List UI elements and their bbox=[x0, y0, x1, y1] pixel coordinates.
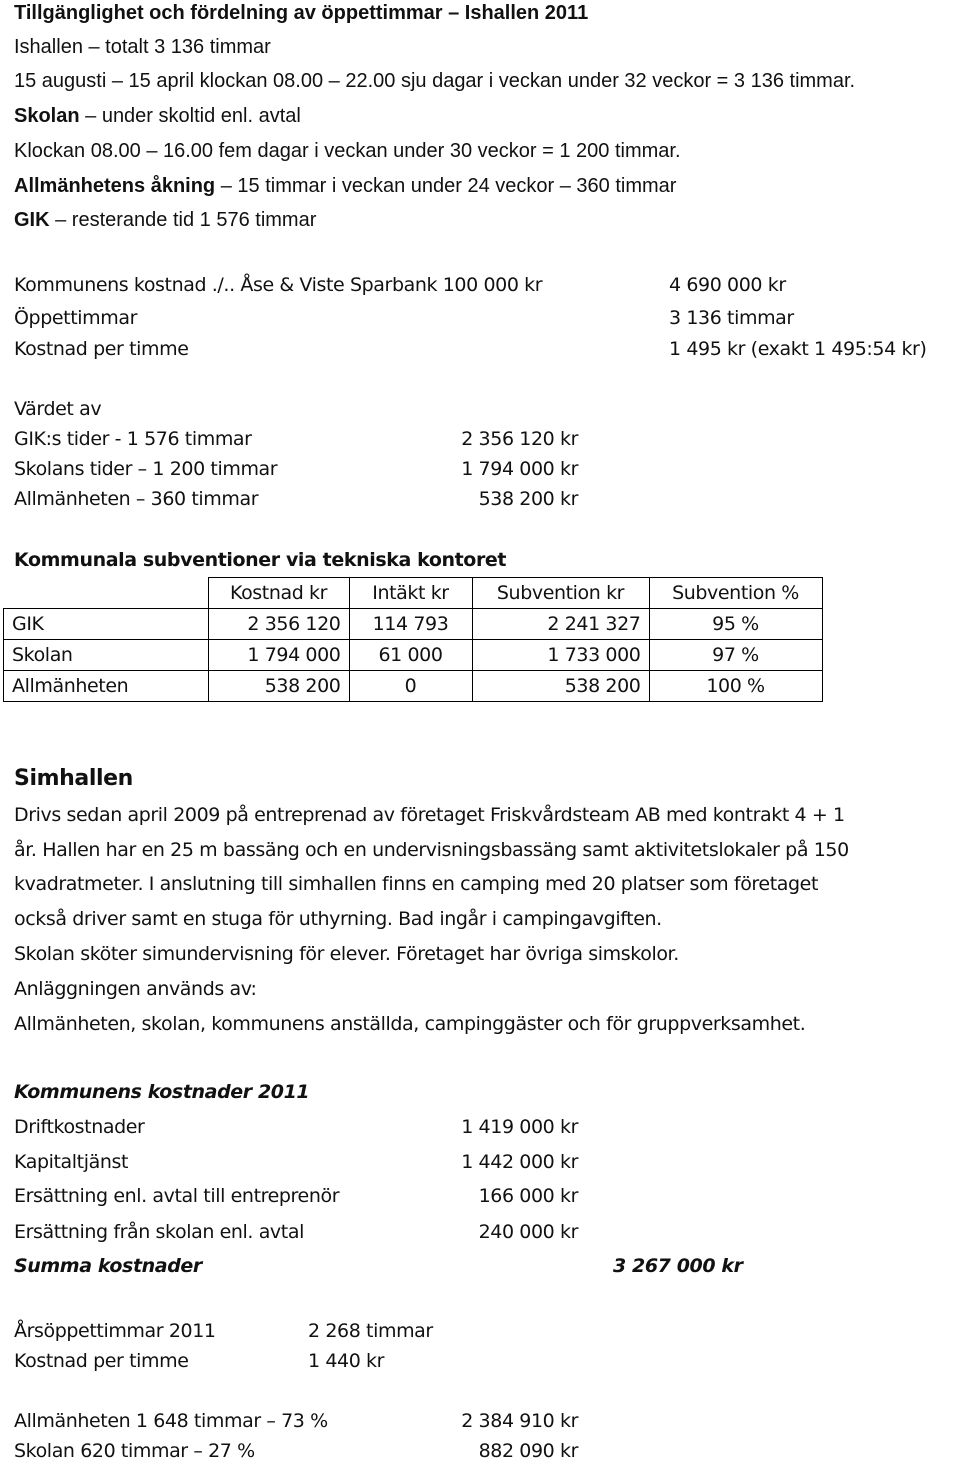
ishallen-line-skolan bbox=[14, 106, 301, 126]
col-subvention-procent: Subvention % bbox=[649, 578, 822, 609]
fordelning-label-1: Skolan 620 timmar – 27 % bbox=[14, 1440, 255, 1462]
ishallen-line-total: Ishallen – totalt 3 136 timmar bbox=[14, 36, 271, 58]
gik-rest: – resterande tid 1 576 timmar bbox=[49, 209, 317, 231]
row-name: Skolan bbox=[4, 640, 209, 671]
cell-procent: 97 % bbox=[649, 640, 822, 671]
cell-subvention: 1 733 000 bbox=[472, 640, 649, 671]
oppet-label-1: Kostnad per timme bbox=[14, 1350, 189, 1372]
simhallen-line-0: Drivs sedan april 2009 på entreprenad av företaget Friskvårdsteam AB med kontrakt 4 + 1 bbox=[14, 804, 845, 826]
fordelning-value-0: 2 384 910 kr bbox=[461, 1410, 578, 1432]
simhallen-line-1: år. Hallen har en 25 m bassäng och en undervisningsbassäng samt aktivitetslokaler på 150 bbox=[14, 839, 849, 861]
table-header-row bbox=[4, 578, 823, 609]
kostnad-value-0: 4 690 000 kr bbox=[669, 274, 786, 296]
kostnader-value-2: 166 000 kr bbox=[478, 1185, 578, 1207]
kostnader-value-1: 1 442 000 kr bbox=[461, 1151, 578, 1173]
kostnader-value-0: 1 419 000 kr bbox=[461, 1116, 578, 1138]
cell-intakt: 61 000 bbox=[349, 640, 472, 671]
subventioner-heading: Kommunala subventioner via tekniska kontoret bbox=[14, 549, 507, 571]
ishallen-title: Tillgänglighet och fördelning av öppettimmar – Ishallen 2011 bbox=[14, 2, 589, 24]
vardet-value-0: 2 356 120 kr bbox=[461, 428, 578, 450]
vardet-label-0: GIK:s tider - 1 576 timmar bbox=[14, 428, 252, 450]
kostnader-label-3: Ersättning från skolan enl. avtal bbox=[14, 1221, 304, 1243]
cell-procent: 95 % bbox=[649, 609, 822, 640]
allmanhet-label: Allmänhetens åkning bbox=[14, 175, 216, 197]
simhallen-line-2: kvadratmeter. I anslutning till simhallen finns en camping med 20 platser som företaget bbox=[14, 873, 819, 895]
table-row bbox=[4, 640, 823, 671]
kostnad-value-1: 3 136 timmar bbox=[669, 307, 794, 329]
table-row bbox=[4, 609, 823, 640]
ishallen-line-gik bbox=[14, 210, 316, 230]
ishallen-line-klockan: Klockan 08.00 – 16.00 fem dagar i veckan under 30 veckor = 1 200 timmar. bbox=[14, 140, 681, 162]
vardet-label-2: Allmänheten – 360 timmar bbox=[14, 488, 259, 510]
kostnader-label-2: Ersättning enl. avtal till entreprenör bbox=[14, 1185, 340, 1207]
simhallen-line-4: Skolan sköter simundervisning för elever. Företaget har övriga simskolor. bbox=[14, 943, 679, 965]
vardet-label-1: Skolans tider – 1 200 timmar bbox=[14, 458, 278, 480]
vardet-value-1: 1 794 000 kr bbox=[461, 458, 578, 480]
kostnad-value-2: 1 495 kr (exakt 1 495:54 kr) bbox=[669, 338, 927, 360]
simhallen-line-3: också driver samt en stuga för uthyrning. Bad ingår i campingavgiften. bbox=[14, 908, 662, 930]
kostnad-label-2: Kostnad per timme bbox=[14, 338, 189, 360]
table-row bbox=[4, 671, 823, 702]
row-name: GIK bbox=[4, 609, 209, 640]
allmanhet-rest: – 15 timmar i veckan under 24 veckor – 360 timmar bbox=[215, 175, 677, 197]
kostnader-label-1: Kapitaltjänst bbox=[14, 1151, 129, 1173]
ishallen-line-period: 15 augusti – 15 april klockan 08.00 – 22.00 sju dagar i veckan under 32 veckor = 3 136 timmar. bbox=[14, 70, 856, 92]
subventioner-table bbox=[3, 577, 823, 702]
kostnad-label-0: Kommunens kostnad ./.. Åse & Viste Sparbank 100 000 kr bbox=[14, 274, 543, 296]
cell-subvention: 2 241 327 bbox=[472, 609, 649, 640]
cell-procent: 100 % bbox=[649, 671, 822, 702]
vardet-heading: Värdet av bbox=[14, 398, 102, 420]
fordelning-label-0: Allmänheten 1 648 timmar – 73 % bbox=[14, 1410, 328, 1432]
kostnad-label-1: Öppettimmar bbox=[14, 307, 138, 329]
col-kostnad: Kostnad kr bbox=[208, 578, 349, 609]
kostnader-heading: Kommunens kostnader 2011 bbox=[14, 1081, 310, 1103]
gik-label: GIK bbox=[14, 209, 50, 231]
simhallen-line-5: Anläggningen används av: bbox=[14, 978, 257, 1000]
skolan-label: Skolan bbox=[14, 105, 80, 127]
oppet-value-1: 1 440 kr bbox=[308, 1350, 385, 1372]
cell-intakt: 114 793 bbox=[349, 609, 472, 640]
cell-intakt: 0 bbox=[349, 671, 472, 702]
simhallen-line-6: Allmänheten, skolan, kommunens anställda, campinggäster och för gruppverksamhet. bbox=[14, 1013, 806, 1035]
skolan-rest: – under skoltid enl. avtal bbox=[79, 105, 301, 127]
summa-value: 3 267 000 kr bbox=[613, 1255, 743, 1277]
kostnader-value-3: 240 000 kr bbox=[478, 1221, 578, 1243]
oppet-label-0: Årsöppettimmar 2011 bbox=[14, 1320, 216, 1342]
summa-label: Summa kostnader bbox=[14, 1255, 202, 1277]
fordelning-value-1: 882 090 kr bbox=[478, 1440, 578, 1462]
kostnader-label-0: Driftkostnader bbox=[14, 1116, 145, 1138]
table-corner bbox=[4, 578, 209, 609]
simhallen-heading: Simhallen bbox=[14, 766, 133, 791]
cell-kostnad: 2 356 120 bbox=[208, 609, 349, 640]
cell-kostnad: 1 794 000 bbox=[208, 640, 349, 671]
cell-subvention: 538 200 bbox=[472, 671, 649, 702]
row-name: Allmänheten bbox=[4, 671, 209, 702]
cell-kostnad: 538 200 bbox=[208, 671, 349, 702]
col-intakt: Intäkt kr bbox=[349, 578, 472, 609]
vardet-value-2: 538 200 kr bbox=[478, 488, 578, 510]
ishallen-line-allmanhet bbox=[14, 176, 676, 196]
col-subvention: Subvention kr bbox=[472, 578, 649, 609]
oppet-value-0: 2 268 timmar bbox=[308, 1320, 433, 1342]
